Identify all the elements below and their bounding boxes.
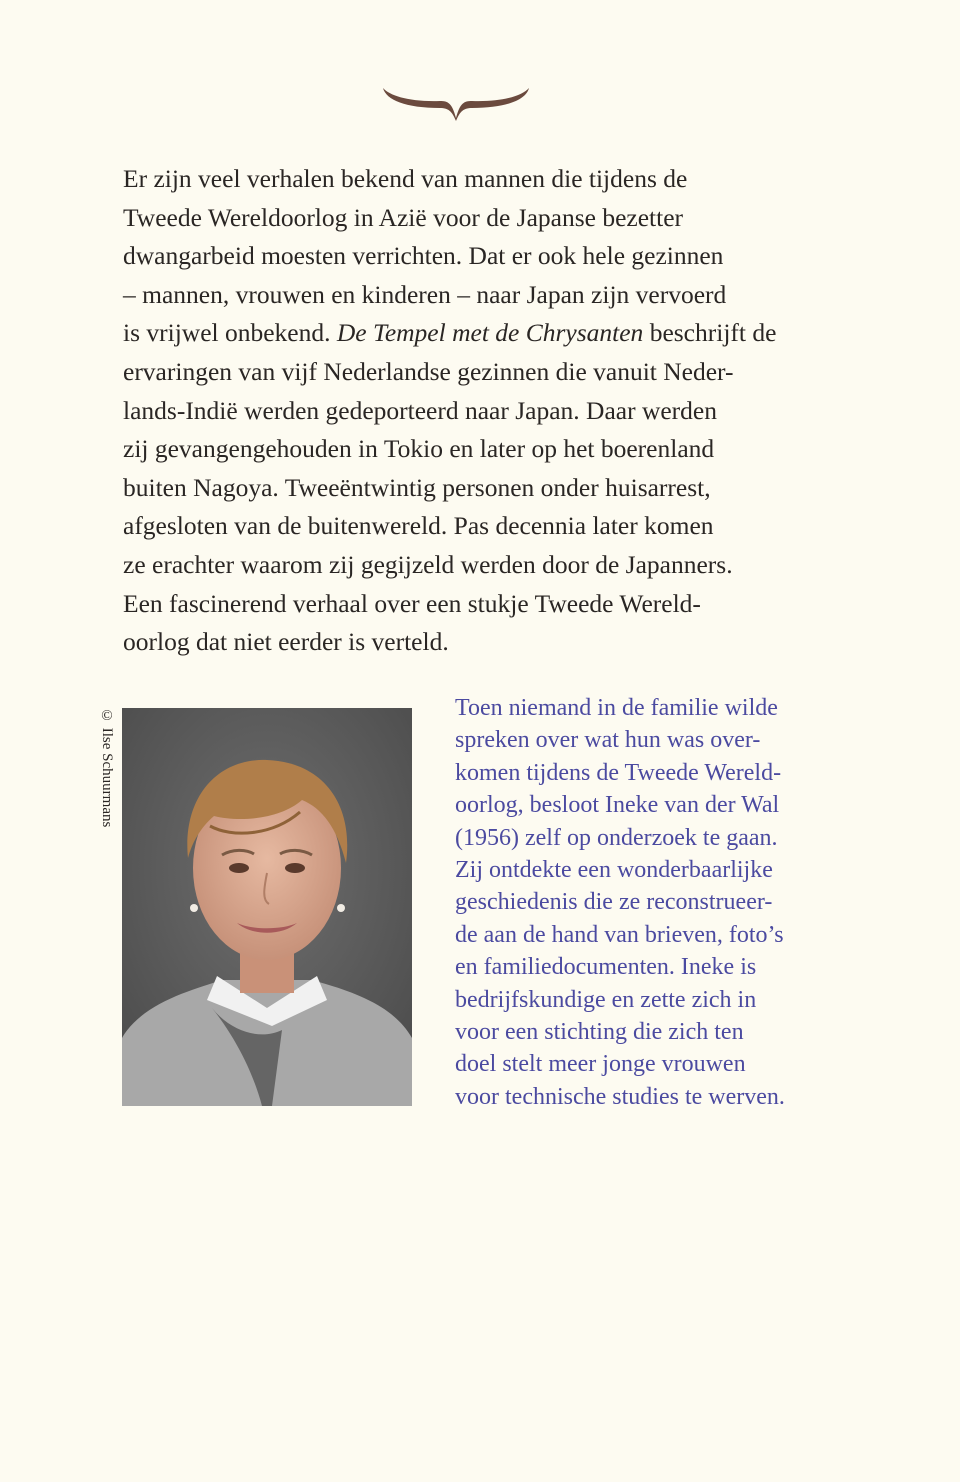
blurb-line: – mannen, vrouwen en kinderen – naar Japan zijn vervoerd: [123, 279, 727, 309]
blurb-text-segment: is vrijwel onbekend.: [123, 318, 337, 348]
bio-line: voor een stichting die zich ten: [455, 1019, 744, 1046]
bio-line: voor technische studies te werven.: [455, 1083, 785, 1110]
blurb-text-segment: beschrijft de: [643, 318, 777, 348]
blurb-line: zij gevangengehouden in Tokio en later op het boerenland: [123, 434, 715, 464]
blurb-line: Een fascinerend verhaal over een stukje Tweede Wereld-: [123, 588, 701, 618]
ornament-flourish-icon: [380, 78, 532, 128]
book-title: De Tempel met de Chrysanten: [336, 318, 644, 348]
blurb-line: dwangarbeid moesten verrichten. Dat er ook hele gezinnen: [123, 241, 724, 271]
blurb-line: lands-Indië werden gedeporteerd naar Japan. Daar werden: [123, 395, 717, 425]
bio-line: (1956) zelf op onderzoek te gaan.: [455, 824, 778, 851]
blurb-line: Tweede Wereldoorlog in Azië voor de Japanse bezetter: [123, 202, 684, 232]
blurb-line: ervaringen van vijf Nederlandse gezinnen die vanuit Neder-: [123, 356, 734, 386]
bio-line: komen tijdens de Tweede Wereld-: [455, 759, 782, 786]
bio-line: Toen niemand in de familie wilde: [455, 695, 778, 721]
bio-line: oorlog, besloot Ineke van der Wal: [455, 792, 780, 819]
photo-credit: © Ilse Schuurmans: [99, 708, 115, 828]
bio-line: de aan de hand van brieven, foto’s: [455, 921, 784, 948]
blurb-line: [123, 314, 843, 353]
author-portrait-icon: [122, 708, 412, 1106]
bio-line: geschiedenis die ze reconstrueer-: [455, 889, 773, 916]
blurb-line: oorlog dat niet eerder is verteld.: [123, 627, 449, 657]
bio-line: Zij ontdekte een wonderbaarlijke: [455, 857, 773, 884]
author-photo: [122, 708, 412, 1106]
blurb-line: buiten Nagoya. Tweeëntwintig personen onder huisarrest,: [123, 472, 711, 502]
bio-line: bedrijfskundige en zette zich in: [455, 986, 757, 1013]
blurb-line: afgesloten van de buitenwereld. Pas decennia later komen: [123, 511, 714, 541]
bio-line: spreken over wat hun was over-: [455, 727, 761, 754]
bio-line: en familiedocumenten. Ineke is: [455, 954, 757, 981]
author-bio: [455, 692, 875, 1113]
blurb-line: ze erachter waarom zij gegijzeld werden door de Japanners.: [123, 549, 733, 579]
bio-line: doel stelt meer jonge vrouwen: [455, 1051, 746, 1078]
blurb-text: [123, 160, 843, 662]
blurb-line: Er zijn veel verhalen bekend van mannen die tijdens de: [123, 164, 688, 193]
